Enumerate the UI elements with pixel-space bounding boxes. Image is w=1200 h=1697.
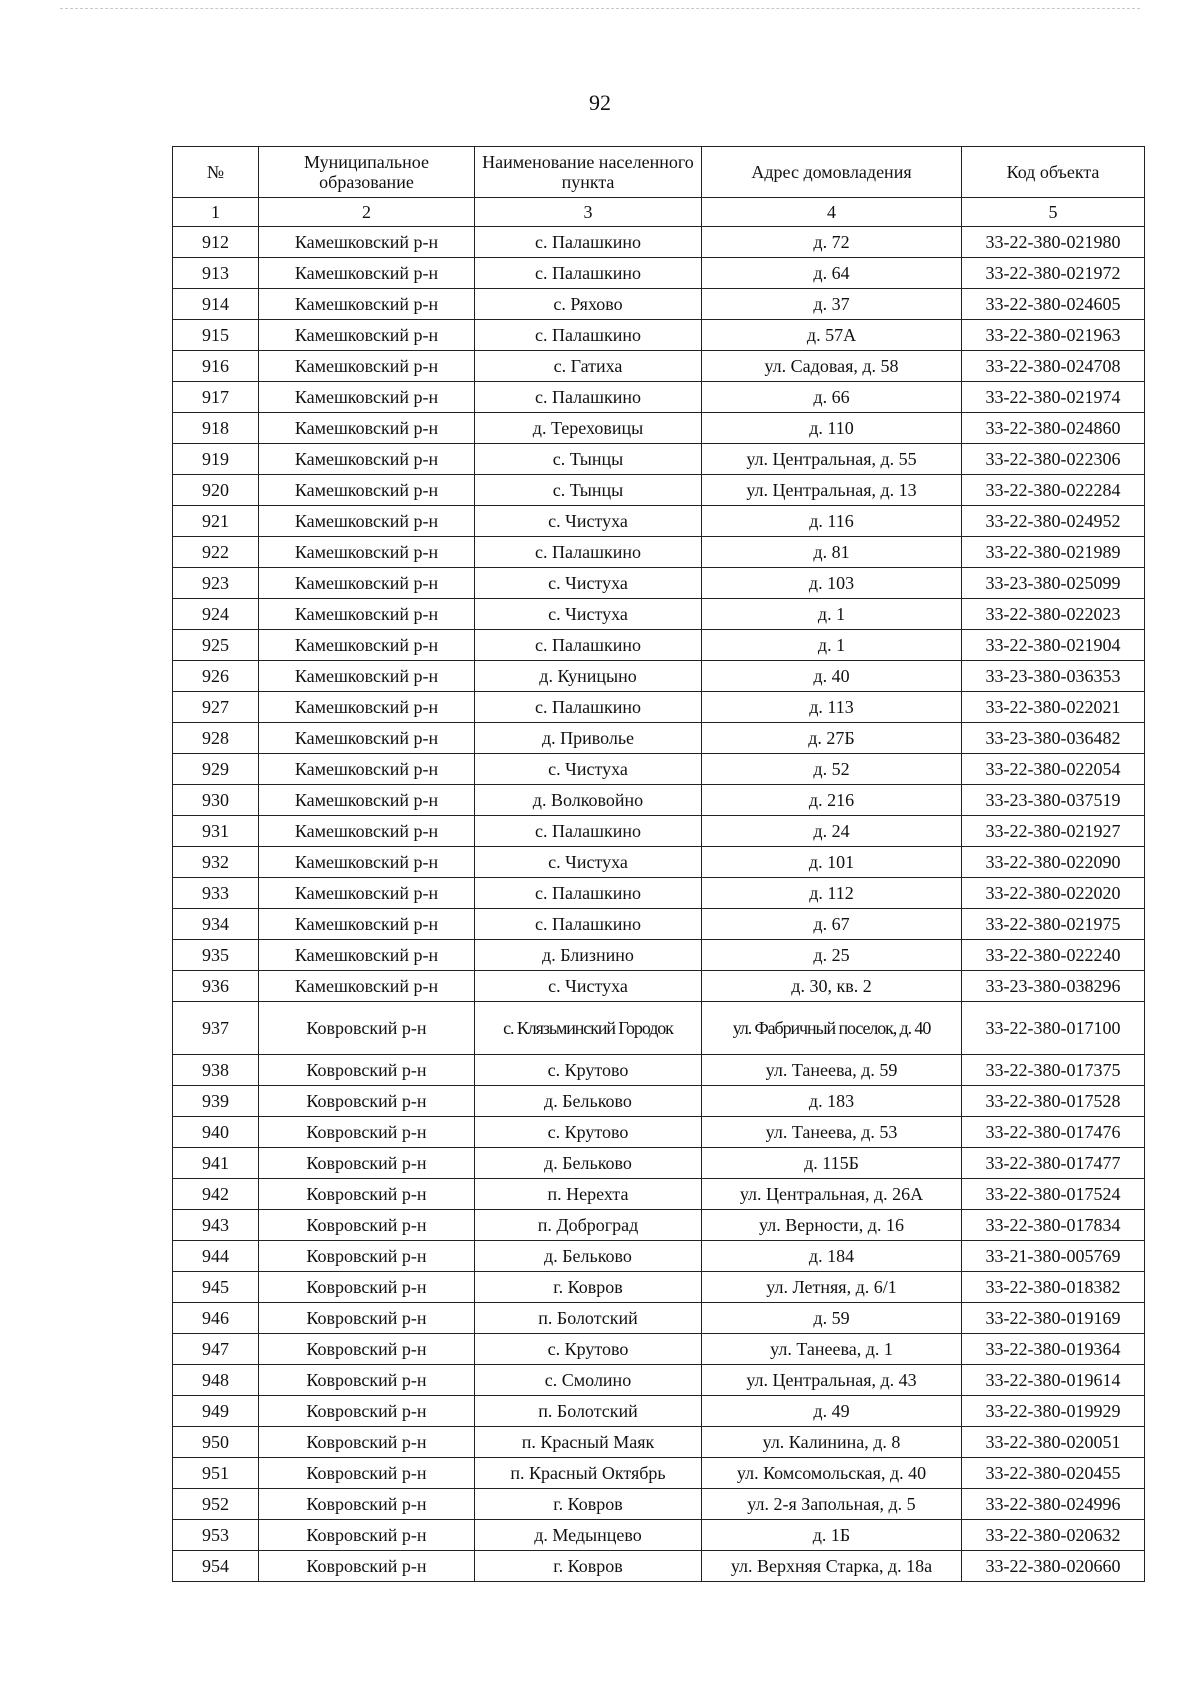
cell-number: 945 [173, 1272, 259, 1303]
column-index: 3 [475, 198, 702, 227]
cell-municipality: Камешковский р-н [259, 816, 475, 847]
cell-address: д. 110 [702, 413, 962, 444]
cell-settlement: д. Близнино [475, 940, 702, 971]
cell-number: 954 [173, 1551, 259, 1582]
cell-settlement: с. Чистуха [475, 847, 702, 878]
cell-municipality: Камешковский р-н [259, 537, 475, 568]
cell-address: ул. Центральная, д. 43 [702, 1365, 962, 1396]
table-row [173, 413, 1145, 444]
table-row [173, 754, 1145, 785]
cell-address: д. 183 [702, 1086, 962, 1117]
cell-object-code: 33-22-380-017476 [962, 1117, 1145, 1148]
cell-address: ул. Калинина, д. 8 [702, 1427, 962, 1458]
cell-municipality: Ковровский р-н [259, 1148, 475, 1179]
cell-municipality: Камешковский р-н [259, 413, 475, 444]
cell-object-code: 33-22-380-021975 [962, 909, 1145, 940]
cell-settlement: п. Красный Октябрь [475, 1458, 702, 1489]
cell-municipality: Камешковский р-н [259, 785, 475, 816]
column-index: 1 [173, 198, 259, 227]
cell-settlement: с. Ряхово [475, 289, 702, 320]
table-row [173, 1365, 1145, 1396]
cell-settlement: с. Чистуха [475, 568, 702, 599]
table-row [173, 1272, 1145, 1303]
cell-municipality: Камешковский р-н [259, 909, 475, 940]
cell-settlement: с. Палашкино [475, 382, 702, 413]
cell-municipality: Ковровский р-н [259, 1334, 475, 1365]
cell-address: ул. Танеева, д. 53 [702, 1117, 962, 1148]
cell-object-code: 33-22-380-019169 [962, 1303, 1145, 1334]
cell-address: д. 40 [702, 661, 962, 692]
cell-number: 922 [173, 537, 259, 568]
cell-municipality: Камешковский р-н [259, 320, 475, 351]
cell-number: 938 [173, 1055, 259, 1086]
cell-settlement: г. Ковров [475, 1272, 702, 1303]
cell-settlement: с. Палашкино [475, 816, 702, 847]
cell-address: д. 101 [702, 847, 962, 878]
cell-settlement: п. Красный Маяк [475, 1427, 702, 1458]
cell-municipality: Камешковский р-н [259, 754, 475, 785]
cell-address: д. 184 [702, 1241, 962, 1272]
cell-municipality: Камешковский р-н [259, 940, 475, 971]
cell-object-code: 33-22-380-021927 [962, 816, 1145, 847]
cell-address: ул. Центральная, д. 26А [702, 1179, 962, 1210]
cell-address: д. 81 [702, 537, 962, 568]
cell-address: д. 1 [702, 599, 962, 630]
cell-object-code: 33-22-380-017375 [962, 1055, 1145, 1086]
cell-address: д. 103 [702, 568, 962, 599]
table-row [173, 1241, 1145, 1272]
cell-object-code: 33-22-380-021904 [962, 630, 1145, 661]
cell-object-code: 33-22-380-021963 [962, 320, 1145, 351]
cell-number: 951 [173, 1458, 259, 1489]
cell-municipality: Камешковский р-н [259, 258, 475, 289]
cell-number: 948 [173, 1365, 259, 1396]
cell-number: 927 [173, 692, 259, 723]
cell-object-code: 33-22-380-024605 [962, 289, 1145, 320]
cell-settlement: с. Чистуха [475, 971, 702, 1002]
cell-number: 939 [173, 1086, 259, 1117]
scan-top-line [60, 8, 1140, 9]
cell-number: 944 [173, 1241, 259, 1272]
cell-address: ул. Комсомольская, д. 40 [702, 1458, 962, 1489]
table-row [173, 878, 1145, 909]
cell-number: 950 [173, 1427, 259, 1458]
cell-address: д. 66 [702, 382, 962, 413]
table-row [173, 1551, 1145, 1582]
cell-municipality: Камешковский р-н [259, 351, 475, 382]
cell-object-code: 33-22-380-022306 [962, 444, 1145, 475]
table-row [173, 1303, 1145, 1334]
cell-municipality: Камешковский р-н [259, 444, 475, 475]
table-row [173, 692, 1145, 723]
table-row [173, 444, 1145, 475]
cell-settlement: п. Нерехта [475, 1179, 702, 1210]
table-row [173, 227, 1145, 258]
cell-municipality: Ковровский р-н [259, 1241, 475, 1272]
table-row [173, 723, 1145, 754]
cell-number: 918 [173, 413, 259, 444]
cell-settlement: д. Медынцево [475, 1520, 702, 1551]
cell-object-code: 33-22-380-022054 [962, 754, 1145, 785]
cell-municipality: Камешковский р-н [259, 289, 475, 320]
column-index-row [173, 198, 1145, 227]
cell-address: д. 1Б [702, 1520, 962, 1551]
cell-number: 926 [173, 661, 259, 692]
cell-number: 946 [173, 1303, 259, 1334]
cell-object-code: 33-23-380-036482 [962, 723, 1145, 754]
cell-address: ул. 2-я Запольная, д. 5 [702, 1489, 962, 1520]
cell-municipality: Камешковский р-н [259, 506, 475, 537]
cell-address: ул. Центральная, д. 13 [702, 475, 962, 506]
cell-number: 912 [173, 227, 259, 258]
cell-settlement: д. Бельково [475, 1148, 702, 1179]
cell-municipality: Камешковский р-н [259, 599, 475, 630]
cell-object-code: 33-22-380-022284 [962, 475, 1145, 506]
table-row [173, 940, 1145, 971]
cell-number: 920 [173, 475, 259, 506]
cell-object-code: 33-22-380-021972 [962, 258, 1145, 289]
cell-settlement: п. Болотский [475, 1303, 702, 1334]
cell-municipality: Ковровский р-н [259, 1303, 475, 1334]
cell-address: д. 37 [702, 289, 962, 320]
table-row [173, 1489, 1145, 1520]
cell-municipality: Камешковский р-н [259, 661, 475, 692]
cell-object-code: 33-22-380-024860 [962, 413, 1145, 444]
cell-number: 913 [173, 258, 259, 289]
table-row [173, 1117, 1145, 1148]
table-row [173, 630, 1145, 661]
header-address: Адрес домовладения [702, 147, 962, 198]
cell-settlement: с. Палашкино [475, 537, 702, 568]
cell-number: 953 [173, 1520, 259, 1551]
cell-number: 937 [173, 1002, 259, 1055]
cell-object-code: 33-22-380-022240 [962, 940, 1145, 971]
cell-settlement: с. Палашкино [475, 258, 702, 289]
cell-municipality: Камешковский р-н [259, 382, 475, 413]
cell-settlement: с. Крутово [475, 1334, 702, 1365]
cell-object-code: 33-22-380-021989 [962, 537, 1145, 568]
table-row [173, 1427, 1145, 1458]
cell-settlement: с. Крутово [475, 1117, 702, 1148]
table-row [173, 1458, 1145, 1489]
table-row [173, 1055, 1145, 1086]
table-row [173, 1179, 1145, 1210]
cell-object-code: 33-22-380-020455 [962, 1458, 1145, 1489]
cell-municipality: Ковровский р-н [259, 1272, 475, 1303]
cell-object-code: 33-22-380-024708 [962, 351, 1145, 382]
header-number: № [173, 147, 259, 198]
cell-number: 914 [173, 289, 259, 320]
cell-municipality: Ковровский р-н [259, 1002, 475, 1055]
cell-object-code: 33-22-380-022090 [962, 847, 1145, 878]
header-object-code: Код объекта [962, 147, 1145, 198]
cell-address: д. 116 [702, 506, 962, 537]
cell-number: 917 [173, 382, 259, 413]
page-number: 92 [589, 90, 611, 115]
header-municipality: Муниципальное образование [259, 147, 475, 198]
cell-municipality: Ковровский р-н [259, 1179, 475, 1210]
table-row [173, 1520, 1145, 1551]
cell-municipality: Ковровский р-н [259, 1365, 475, 1396]
cell-address: д. 57А [702, 320, 962, 351]
cell-address: д. 27Б [702, 723, 962, 754]
cell-settlement: с. Тынцы [475, 475, 702, 506]
cell-address: д. 25 [702, 940, 962, 971]
cell-settlement: с. Палашкино [475, 227, 702, 258]
table-row [173, 971, 1145, 1002]
cell-municipality: Ковровский р-н [259, 1117, 475, 1148]
cell-number: 928 [173, 723, 259, 754]
cell-number: 942 [173, 1179, 259, 1210]
cell-settlement: с. Смолино [475, 1365, 702, 1396]
cell-number: 943 [173, 1210, 259, 1241]
cell-settlement: г. Ковров [475, 1489, 702, 1520]
cell-municipality: Камешковский р-н [259, 630, 475, 661]
cell-number: 930 [173, 785, 259, 816]
table-row [173, 1334, 1145, 1365]
cell-settlement: д. Волковойно [475, 785, 702, 816]
cell-address: ул. Танеева, д. 1 [702, 1334, 962, 1365]
cell-municipality: Ковровский р-н [259, 1520, 475, 1551]
table-row [173, 847, 1145, 878]
cell-municipality: Камешковский р-н [259, 692, 475, 723]
table-row [173, 537, 1145, 568]
table-row [173, 816, 1145, 847]
table-row [173, 1086, 1145, 1117]
cell-municipality: Ковровский р-н [259, 1210, 475, 1241]
cell-number: 925 [173, 630, 259, 661]
cell-object-code: 33-23-380-025099 [962, 568, 1145, 599]
cell-number: 921 [173, 506, 259, 537]
cell-object-code: 33-22-380-024996 [962, 1489, 1145, 1520]
cell-settlement: п. Доброград [475, 1210, 702, 1241]
cell-municipality: Ковровский р-н [259, 1551, 475, 1582]
cell-address: д. 52 [702, 754, 962, 785]
cell-settlement: с. Палашкино [475, 320, 702, 351]
cell-settlement: с. Палашкино [475, 878, 702, 909]
cell-object-code: 33-22-380-019364 [962, 1334, 1145, 1365]
cell-number: 936 [173, 971, 259, 1002]
table-row [173, 1002, 1145, 1055]
cell-municipality: Ковровский р-н [259, 1427, 475, 1458]
cell-address: ул. Танеева, д. 59 [702, 1055, 962, 1086]
table-row [173, 661, 1145, 692]
cell-object-code: 33-22-380-019614 [962, 1365, 1145, 1396]
cell-address: д. 59 [702, 1303, 962, 1334]
cell-object-code: 33-22-380-017528 [962, 1086, 1145, 1117]
cell-municipality: Камешковский р-н [259, 568, 475, 599]
cell-number: 923 [173, 568, 259, 599]
cell-settlement: п. Болотский [475, 1396, 702, 1427]
cell-municipality: Камешковский р-н [259, 878, 475, 909]
header-settlement: Наименование населенного пункта [475, 147, 702, 198]
cell-settlement: д. Куницыно [475, 661, 702, 692]
cell-settlement: с. Чистуха [475, 506, 702, 537]
table-row [173, 351, 1145, 382]
table-row [173, 1396, 1145, 1427]
cell-settlement: с. Гатиха [475, 351, 702, 382]
cell-settlement: с. Чистуха [475, 599, 702, 630]
cell-municipality: Камешковский р-н [259, 227, 475, 258]
cell-object-code: 33-22-380-022021 [962, 692, 1145, 723]
cell-settlement: с. Тынцы [475, 444, 702, 475]
cell-address: д. 49 [702, 1396, 962, 1427]
cell-object-code: 33-23-380-036353 [962, 661, 1145, 692]
cell-address: ул. Верхняя Старка, д. 18а [702, 1551, 962, 1582]
cell-address: д. 1 [702, 630, 962, 661]
registry-table [172, 146, 1145, 1582]
cell-settlement: с. Чистуха [475, 754, 702, 785]
column-index: 5 [962, 198, 1145, 227]
cell-address: ул. Верности, д. 16 [702, 1210, 962, 1241]
cell-object-code: 33-22-380-020051 [962, 1427, 1145, 1458]
cell-settlement: д. Тереховицы [475, 413, 702, 444]
cell-number: 947 [173, 1334, 259, 1365]
cell-object-code: 33-22-380-022023 [962, 599, 1145, 630]
cell-settlement: д. Бельково [475, 1241, 702, 1272]
cell-municipality: Камешковский р-н [259, 971, 475, 1002]
header-row [173, 147, 1145, 198]
cell-object-code: 33-22-380-017477 [962, 1148, 1145, 1179]
cell-number: 935 [173, 940, 259, 971]
cell-address: д. 115Б [702, 1148, 962, 1179]
cell-object-code: 33-22-380-017100 [962, 1002, 1145, 1055]
cell-number: 940 [173, 1117, 259, 1148]
cell-municipality: Ковровский р-н [259, 1458, 475, 1489]
table-row [173, 382, 1145, 413]
table-row [173, 599, 1145, 630]
cell-number: 949 [173, 1396, 259, 1427]
cell-number: 932 [173, 847, 259, 878]
table-row [173, 475, 1145, 506]
cell-address: ул. Центральная, д. 55 [702, 444, 962, 475]
cell-number: 919 [173, 444, 259, 475]
cell-municipality: Ковровский р-н [259, 1489, 475, 1520]
cell-number: 929 [173, 754, 259, 785]
column-index: 2 [259, 198, 475, 227]
cell-address: ул. Летняя, д. 6/1 [702, 1272, 962, 1303]
cell-object-code: 33-22-380-018382 [962, 1272, 1145, 1303]
cell-address: д. 216 [702, 785, 962, 816]
cell-settlement: с. Крутово [475, 1055, 702, 1086]
cell-object-code: 33-23-380-038296 [962, 971, 1145, 1002]
table-row [173, 289, 1145, 320]
table-row [173, 1148, 1145, 1179]
cell-object-code: 33-22-380-017524 [962, 1179, 1145, 1210]
cell-municipality: Ковровский р-н [259, 1086, 475, 1117]
cell-address: ул. Фабричный поселок, д. 40 [702, 1002, 962, 1055]
cell-object-code: 33-22-380-020632 [962, 1520, 1145, 1551]
table-row [173, 1210, 1145, 1241]
cell-number: 933 [173, 878, 259, 909]
cell-settlement: с. Палашкино [475, 692, 702, 723]
cell-number: 934 [173, 909, 259, 940]
cell-address: д. 112 [702, 878, 962, 909]
table-body [173, 227, 1145, 1582]
cell-object-code: 33-22-380-020660 [962, 1551, 1145, 1582]
cell-object-code: 33-22-380-024952 [962, 506, 1145, 537]
table-row [173, 568, 1145, 599]
cell-address: д. 72 [702, 227, 962, 258]
cell-object-code: 33-23-380-037519 [962, 785, 1145, 816]
cell-address: д. 64 [702, 258, 962, 289]
cell-address: ул. Садовая, д. 58 [702, 351, 962, 382]
cell-settlement: с. Клязьминский Городок [475, 1002, 702, 1055]
cell-address: д. 113 [702, 692, 962, 723]
cell-number: 915 [173, 320, 259, 351]
cell-municipality: Ковровский р-н [259, 1055, 475, 1086]
table-row [173, 785, 1145, 816]
cell-address: д. 67 [702, 909, 962, 940]
cell-object-code: 33-22-380-022020 [962, 878, 1145, 909]
cell-number: 931 [173, 816, 259, 847]
table-row [173, 258, 1145, 289]
cell-object-code: 33-22-380-019929 [962, 1396, 1145, 1427]
cell-settlement: с. Палашкино [475, 630, 702, 661]
cell-object-code: 33-22-380-021974 [962, 382, 1145, 413]
cell-address: д. 30, кв. 2 [702, 971, 962, 1002]
cell-object-code: 33-22-380-017834 [962, 1210, 1145, 1241]
cell-settlement: г. Ковров [475, 1551, 702, 1582]
cell-object-code: 33-22-380-021980 [962, 227, 1145, 258]
column-index: 4 [702, 198, 962, 227]
cell-address: д. 24 [702, 816, 962, 847]
table-row [173, 506, 1145, 537]
table-row [173, 909, 1145, 940]
cell-number: 916 [173, 351, 259, 382]
table-row [173, 320, 1145, 351]
cell-number: 952 [173, 1489, 259, 1520]
cell-municipality: Камешковский р-н [259, 723, 475, 754]
cell-settlement: д. Бельково [475, 1086, 702, 1117]
cell-number: 941 [173, 1148, 259, 1179]
cell-municipality: Камешковский р-н [259, 475, 475, 506]
cell-object-code: 33-21-380-005769 [962, 1241, 1145, 1272]
cell-number: 924 [173, 599, 259, 630]
cell-settlement: с. Палашкино [475, 909, 702, 940]
cell-settlement: д. Приволье [475, 723, 702, 754]
cell-municipality: Камешковский р-н [259, 847, 475, 878]
cell-municipality: Ковровский р-н [259, 1396, 475, 1427]
